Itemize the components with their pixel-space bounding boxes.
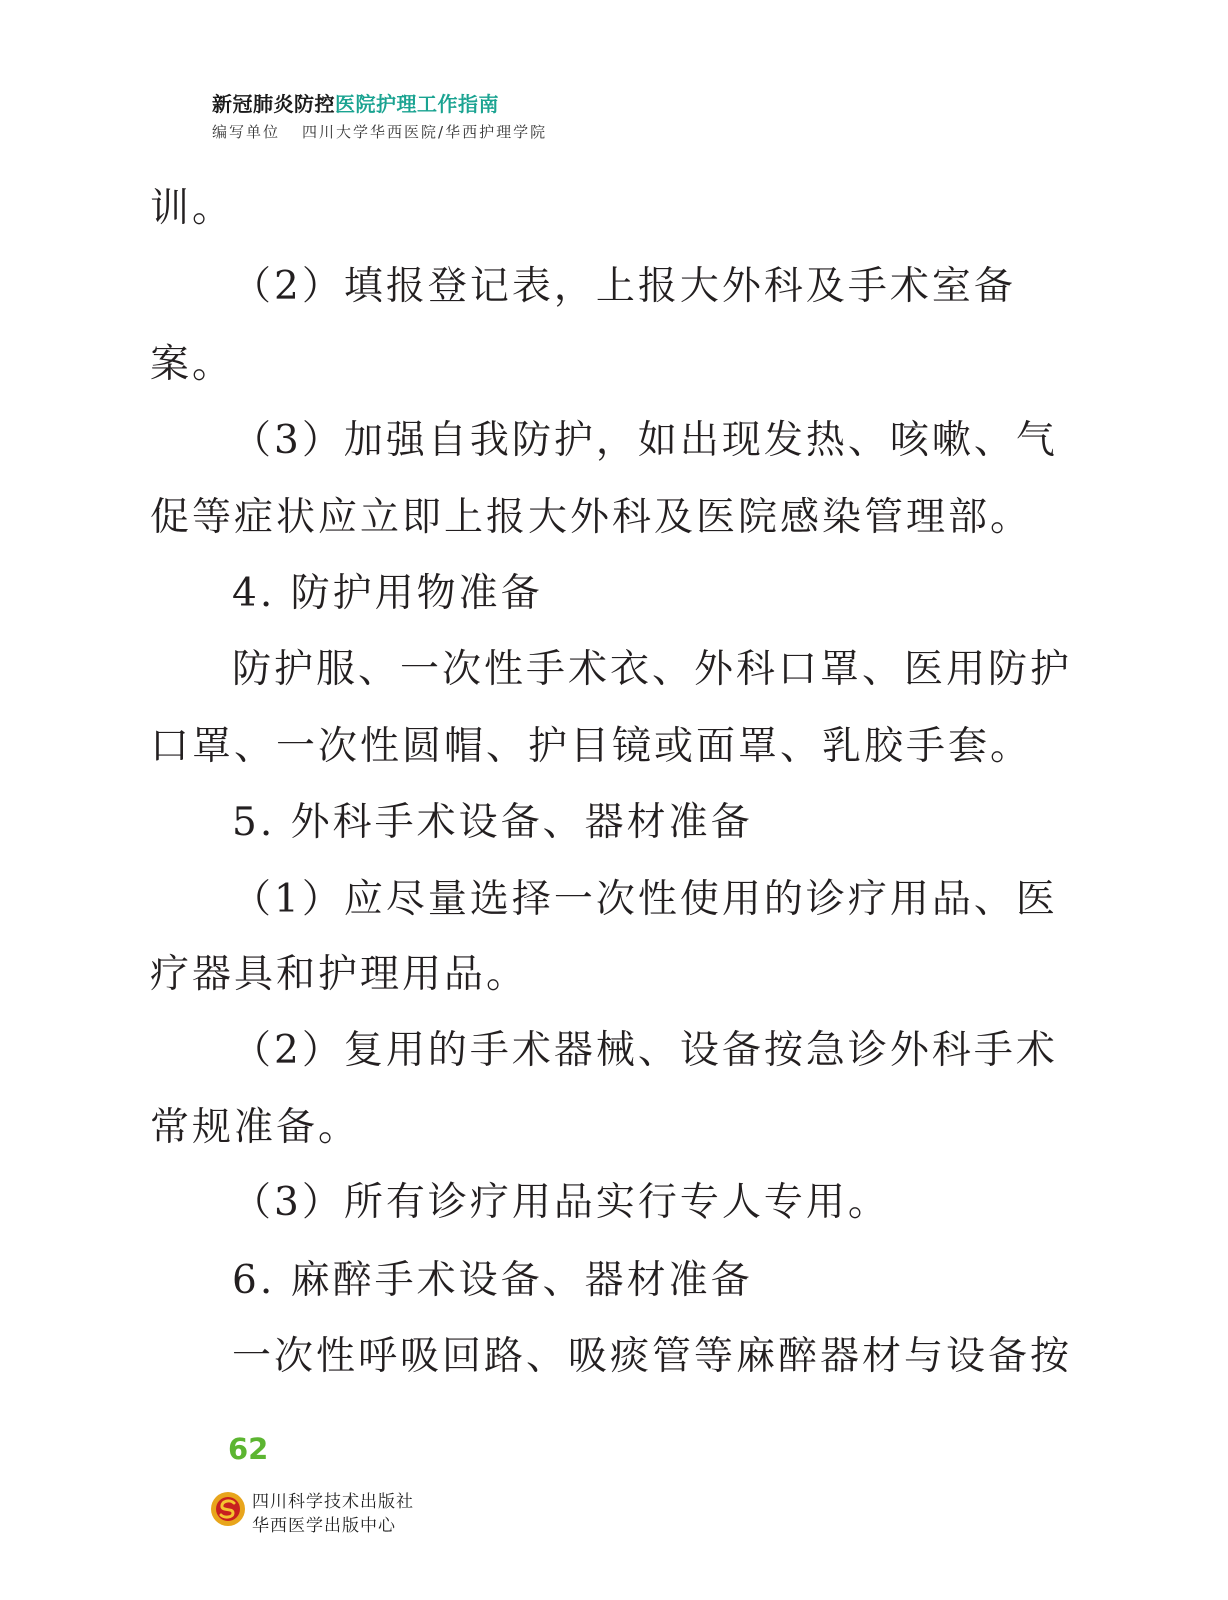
section-heading: 5. 外科手术设备、器材准备	[232, 800, 753, 845]
unit-label: 编写单位	[212, 123, 281, 141]
page-number: 62	[228, 1432, 269, 1466]
body-line: 案。	[150, 342, 235, 387]
body-line: 一次性呼吸回路、吸痰管等麻醉器材与设备按	[232, 1334, 1073, 1379]
body-line: （3）所有诊疗用品实行专人专用。	[232, 1180, 890, 1225]
section-heading: 6. 麻醉手术设备、器材准备	[232, 1258, 753, 1303]
body-line: 防护服、一次性手术衣、外科口罩、医用防护	[232, 647, 1073, 692]
publisher-name-1: 四川科学技术出版社	[252, 1492, 414, 1512]
publisher-logo-icon	[210, 1491, 246, 1527]
body-line: 常规准备。	[150, 1105, 361, 1150]
body-line: （2）填报登记表，上报大外科及手术室备	[232, 264, 1016, 309]
author-unit	[212, 121, 547, 142]
body-line: （2）复用的手术器械、设备按急诊外科手术	[232, 1028, 1058, 1073]
section-heading: 4. 防护用物准备	[232, 571, 543, 616]
unit-name: 四川大学华西医院/华西护理学院	[302, 123, 548, 141]
body-line: （1）应尽量选择一次性使用的诊疗用品、医	[232, 877, 1058, 922]
book-title-part2: 医院护理工作指南	[335, 92, 499, 116]
body-line: 训。	[150, 186, 235, 231]
publisher-name-2: 华西医学出版中心	[252, 1516, 396, 1536]
body-line: 促等症状应立即上报大外科及医院感染管理部。	[150, 495, 1033, 540]
body-line: 疗器具和护理用品。	[150, 952, 529, 997]
body-line: （3）加强自我防护，如出现发热、咳嗽、气	[232, 418, 1058, 463]
book-title-part1: 新冠肺炎防控	[212, 92, 335, 116]
book-title	[212, 88, 499, 117]
body-line: 口罩、一次性圆帽、护目镜或面罩、乳胶手套。	[150, 724, 1033, 769]
